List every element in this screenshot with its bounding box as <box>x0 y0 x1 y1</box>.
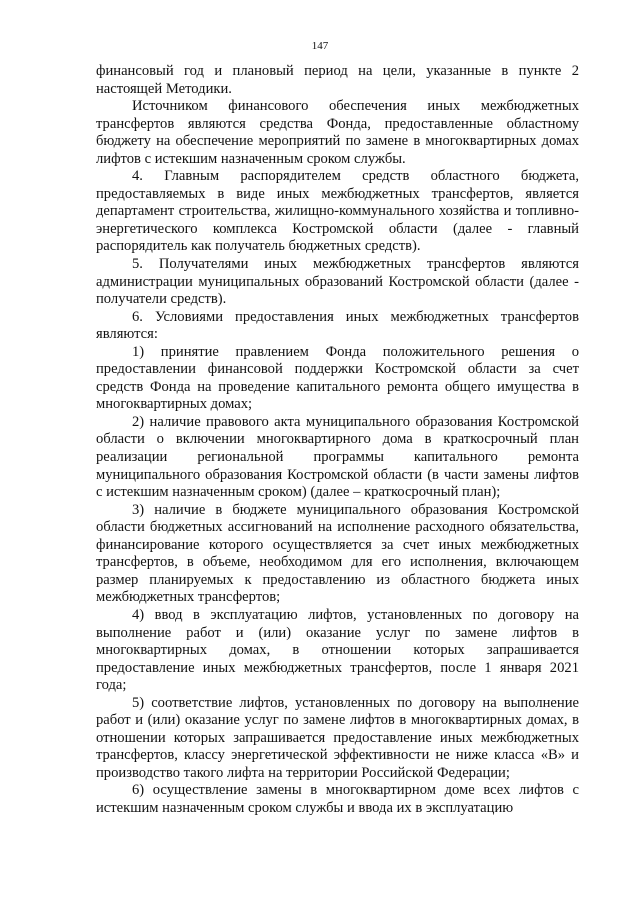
paragraph-item-4: 4. Главным распорядителем средств областного бюджета, предоставляемых в виде иных межбюджетных трансфертов, является департамент строительства, жилищно-коммунального хозяйства и топливно-энергетического комплекса Костромской области (далее - главный распорядитель как получатель бюджетных средств). <box>96 168 579 255</box>
condition-4: 4) ввод в эксплуатацию лифтов, установленных по договору на выполнение работ и (или) оказание услуг по замене лифтов в многоквартирных домах, в отношении которых запрашивается предоставление иных межбюджетных трансфертов, после 1 января 2021 года; <box>96 606 579 694</box>
condition-6: 6) осуществление замены в многоквартирном доме всех лифтов с истекшим назначенным сроком службы и ввода их в эксплуатацию <box>96 782 579 816</box>
page-number: 147 <box>311 40 329 52</box>
condition-3: 3) наличие в бюджете муниципального образования Костромской области бюджетных ассигнований на исполнение расходного обязательства, финансирование которого осуществляется за счет иных межбюджетных трансфертов, в объеме, необходимом для его исполнения, включающем размер планируемых к предоставлению из областного бюджета иных межбюджетных трансфертов; <box>96 501 579 606</box>
paragraph-item-5: 5. Получателями иных межбюджетных трансфертов являются администрации муниципальных образований Костромской области (далее - получатели средств). <box>96 256 579 308</box>
paragraph-continuation: финансовый год и плановый период на цели, указанные в пункте 2 настоящей Методики. <box>96 63 579 97</box>
condition-5: 5) соответствие лифтов, установленных по договору на выполнение работ и (или) оказание услуг по замене лифтов в многоквартирных домах, в отношении которых запрашивается предоставление иных межбюджетных трансфертов, классу энергетической эффективности не ниже класса «B» и производство такого лифта на территории Российской Федерации; <box>96 694 579 781</box>
condition-1: 1) принятие правлением Фонда положительного решения о предоставлении финансовой поддержки Костромской области за счет средств Фонда на проведение капитального ремонта общего имущества в многоквартирных домах; <box>96 343 579 413</box>
condition-2: 2) наличие правового акта муниципального образования Костромской области о включении многоквартирного дома в краткосрочный план реализации региональной программы капитального ремонта муниципального образования Костромской области (в части замены лифтов с истекшим назначенным сроком) (далее – краткосрочный план); <box>96 413 579 501</box>
document-body <box>96 63 579 818</box>
paragraph-item-6: 6. Условиями предоставления иных межбюджетных трансфертов являются: <box>96 308 579 343</box>
paragraph-funding-source: Источником финансового обеспечения иных межбюджетных трансфертов являются средства Фонда, предоставленные областному бюджету на обеспечение мероприятий по замене в многоквартирных домах лифтов с истекшим назначенным сроком службы. <box>96 98 579 167</box>
